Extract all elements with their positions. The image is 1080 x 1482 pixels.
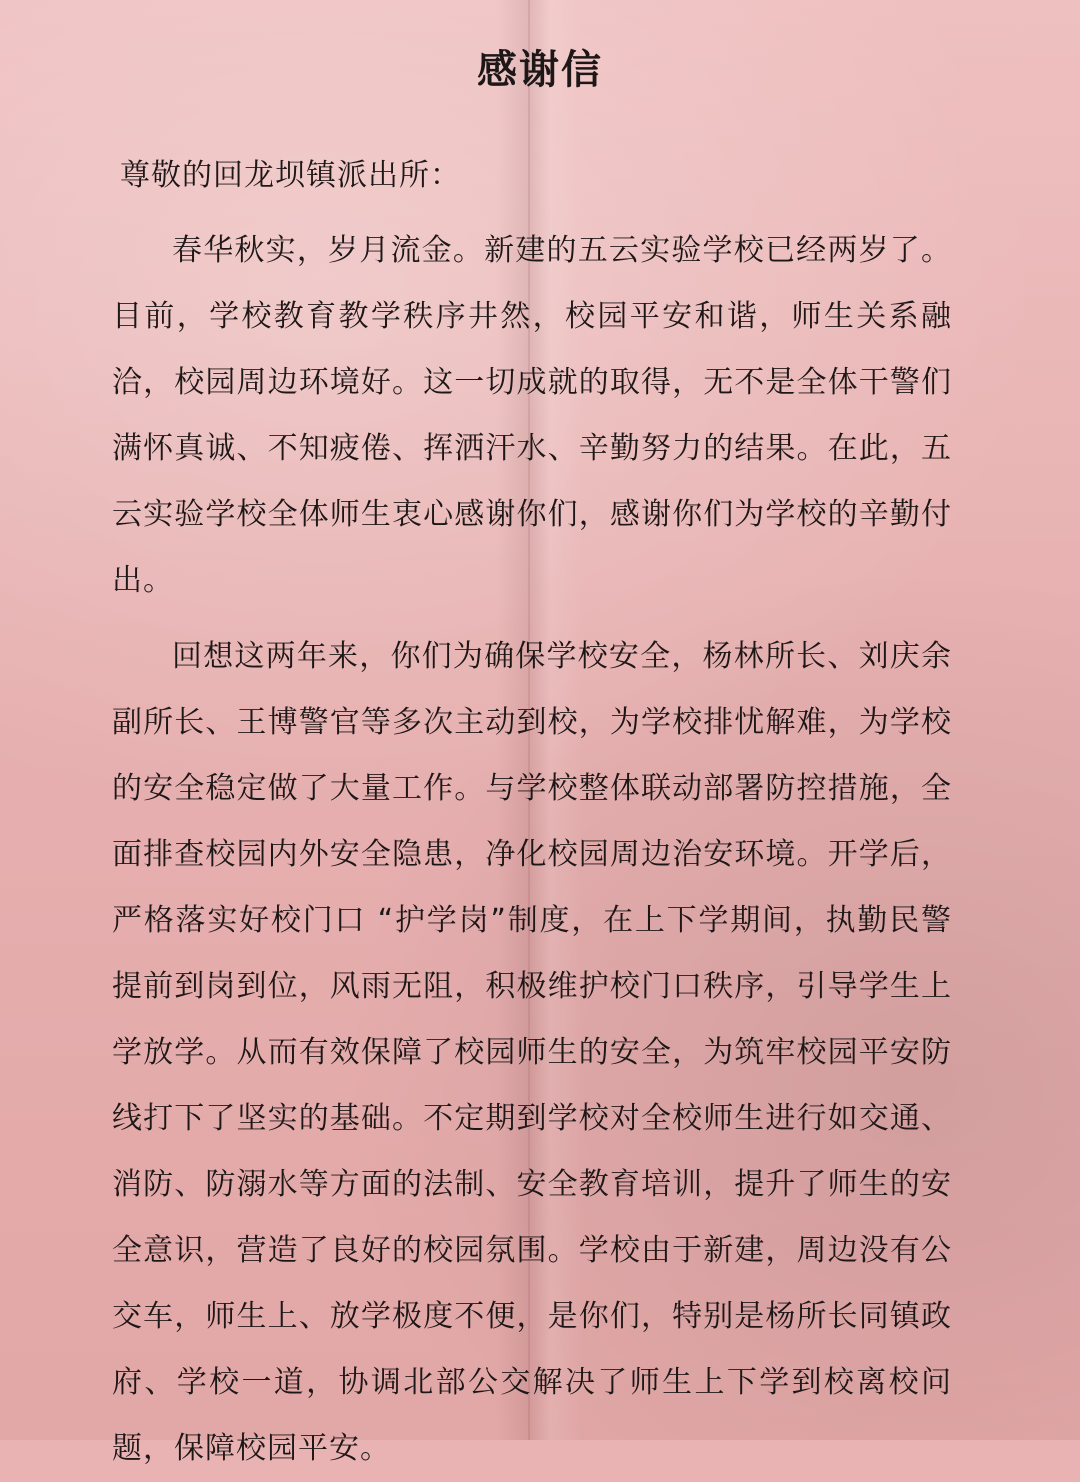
letter-salutation: 尊敬的回龙坝镇派出所： <box>120 158 461 193</box>
letter-paragraph-1: 春华秋实，岁月流金。新建的五云实验学校已经两岁了。目前，学校教育教学秩序井然，校园平安和谐，师生关系融洽，校园周边环境好。这一切成就的取得，无不是全体干警们满怀真诚、不知疲倦、挥洒汗水、辛勤努力的结果。在此，五云实验学校全体师生衷心感谢你们，感谢你们为学校的辛勤付出。 <box>112 233 952 598</box>
letter-paragraph-2: 回想这两年来，你们为确保学校安全，杨林所长、刘庆余副所长、王博警官等多次主动到校，为学校排忧解难，为学校的安全稳定做了大量工作。与学校整体联动部署防控措施，全面排查校园内外安全隐患，净化校园周边治安环境。开学后，严格落实好校门口 “护学岗”制度，在上下学期间，执勤民警提前到岗到位，风雨无阻，积极维护校门口秩序，引导学生上学放学。从而有效保障了校园师生的安全，为筑牢校园平安防线打下了坚实的基础。不定期到学校对全校师生进行如交通、消防、防溺水等方面的法制、安全教育培训，提升了师生的安全意识，营造了良好的校园氛围。学校由于新建，周边没有公交车，师生上、放学极度不便，是你们，特别是杨所长同镇政府、学校一道，协调北部公交解决了师生上下学到校离校问题，保障校园平安。 <box>112 639 952 1466</box>
letter-body <box>112 218 952 1482</box>
letter-title: 感谢信 <box>477 46 603 93</box>
